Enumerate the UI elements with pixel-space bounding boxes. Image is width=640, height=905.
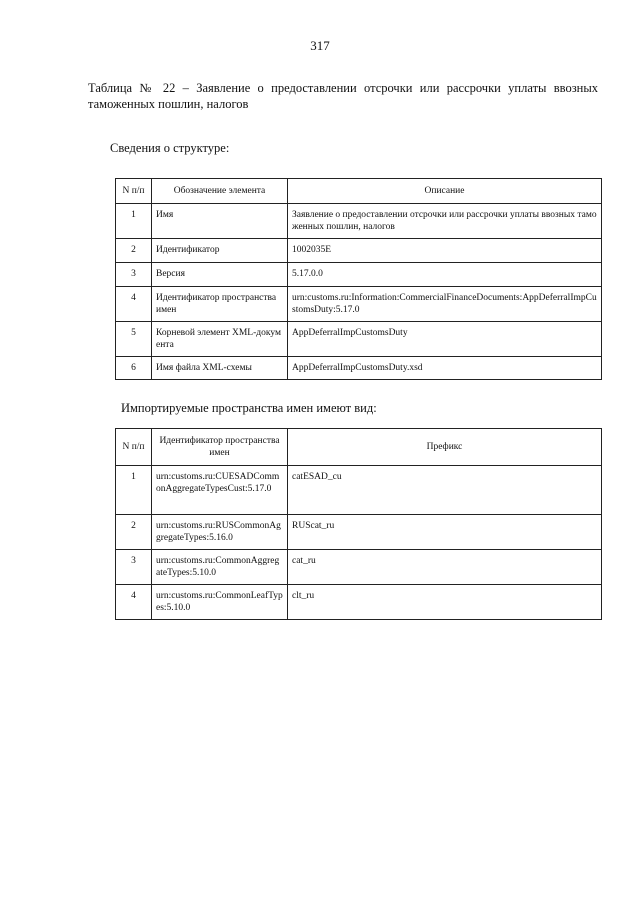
row-prefix: RUScat_ru bbox=[288, 515, 602, 550]
row-namespace: urn:customs.ru:CommonAggregateTypes:5.10.0 bbox=[152, 550, 288, 585]
namespaces-table bbox=[115, 428, 602, 620]
row-num: 4 bbox=[116, 585, 152, 620]
row-element: Имя файла XML-схемы bbox=[152, 357, 288, 380]
row-description: AppDeferralImpCustomsDuty bbox=[288, 322, 602, 357]
row-namespace: urn:customs.ru:CommonLeafTypes:5.10.0 bbox=[152, 585, 288, 620]
header-element: Обозначение элемента bbox=[152, 179, 288, 204]
row-element: Версия bbox=[152, 263, 288, 287]
table-row bbox=[116, 322, 602, 357]
row-description: AppDeferralImpCustomsDuty.xsd bbox=[288, 357, 602, 380]
row-prefix: clt_ru bbox=[288, 585, 602, 620]
row-element: Корневой элемент XML-документа bbox=[152, 322, 288, 357]
namespaces-header-row bbox=[116, 429, 602, 466]
namespaces-heading: Импортируемые пространства имен имеют вид: bbox=[121, 401, 377, 415]
row-num: 1 bbox=[116, 204, 152, 239]
row-num: 2 bbox=[116, 239, 152, 263]
table-row bbox=[116, 357, 602, 380]
header-description: Описание bbox=[288, 179, 602, 204]
table-row bbox=[116, 263, 602, 287]
header-namespace: Идентификатор пространства имен bbox=[152, 429, 288, 466]
header-num: N п/п bbox=[116, 429, 152, 466]
table-row bbox=[116, 466, 602, 515]
row-num: 3 bbox=[116, 263, 152, 287]
table-row bbox=[116, 287, 602, 322]
row-element: Идентификатор пространства имен bbox=[152, 287, 288, 322]
structure-heading: Сведения о структуре: bbox=[110, 141, 230, 155]
row-element: Имя bbox=[152, 204, 288, 239]
structure-table bbox=[115, 178, 602, 380]
row-description: Заявление о предоставлении отсрочки или рассрочки уплаты ввозных таможенных пошлин, налогов bbox=[288, 204, 602, 239]
row-num: 6 bbox=[116, 357, 152, 380]
row-num: 1 bbox=[116, 466, 152, 515]
row-prefix: catESAD_cu bbox=[288, 466, 602, 515]
header-prefix: Префикс bbox=[288, 429, 602, 466]
row-namespace: urn:customs.ru:CUESADCommonAggregateTypesCust:5.17.0 bbox=[152, 466, 288, 515]
structure-header-row bbox=[116, 179, 602, 204]
row-element: Идентификатор bbox=[152, 239, 288, 263]
row-description: 1002035E bbox=[288, 239, 602, 263]
row-num: 3 bbox=[116, 550, 152, 585]
row-prefix: cat_ru bbox=[288, 550, 602, 585]
table-row bbox=[116, 239, 602, 263]
table-title: Таблица № 22 – Заявление о предоставлении отсрочки или рассрочки уплаты ввозных таможенных пошлин, налогов bbox=[88, 81, 598, 111]
table-row bbox=[116, 515, 602, 550]
table-row bbox=[116, 204, 602, 239]
row-description: urn:customs.ru:Information:CommercialFinanceDocuments:AppDeferralImpCustomsDuty:5.17.0 bbox=[288, 287, 602, 322]
row-num: 5 bbox=[116, 322, 152, 357]
table-row bbox=[116, 550, 602, 585]
header-num: N п/п bbox=[116, 179, 152, 204]
row-namespace: urn:customs.ru:RUSCommonAggregateTypes:5.16.0 bbox=[152, 515, 288, 550]
row-num: 4 bbox=[116, 287, 152, 322]
page-number: 317 bbox=[310, 38, 330, 53]
row-description: 5.17.0.0 bbox=[288, 263, 602, 287]
table-row bbox=[116, 585, 602, 620]
row-num: 2 bbox=[116, 515, 152, 550]
